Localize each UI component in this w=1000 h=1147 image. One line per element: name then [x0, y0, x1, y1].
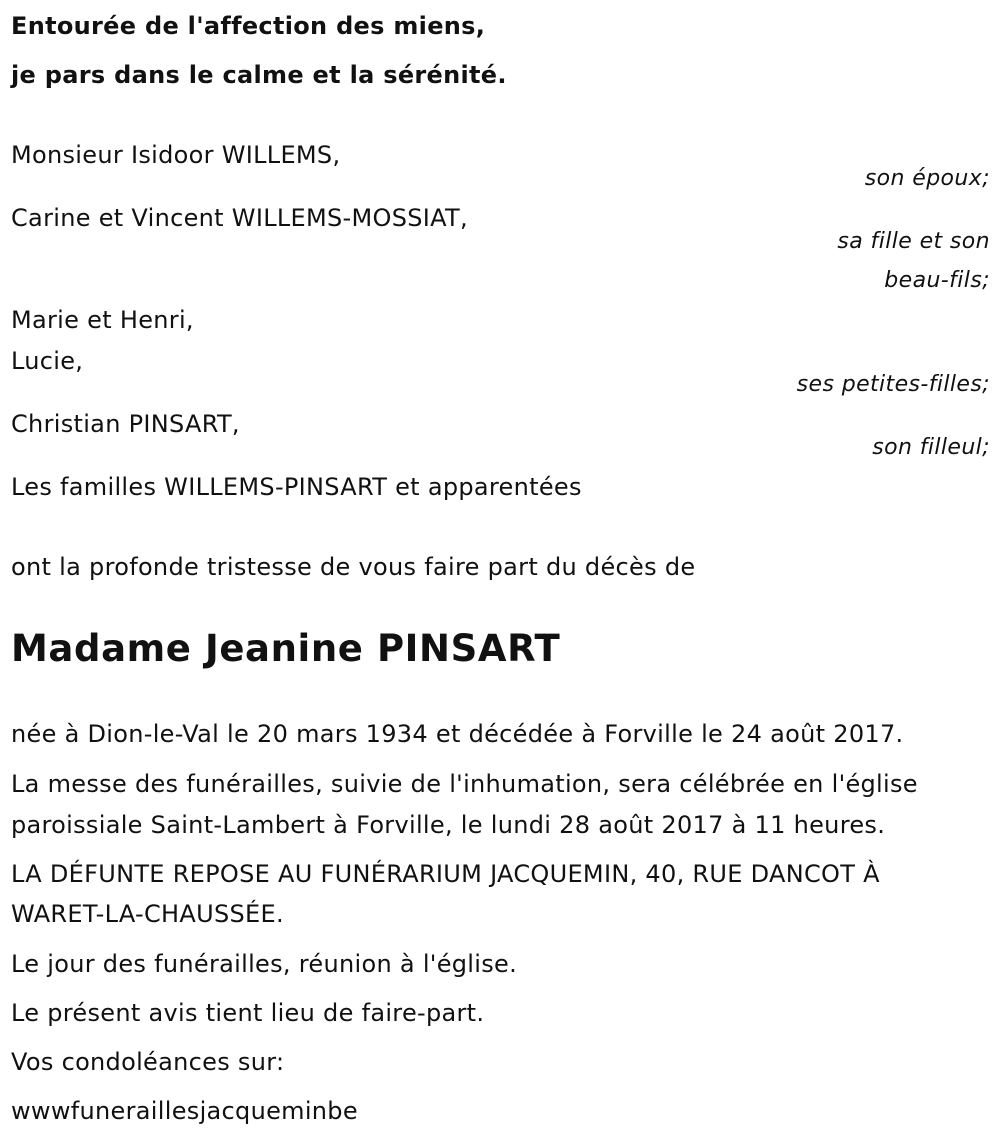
resting-place-line-2: WARET-LA-CHAUSSÉE.: [11, 900, 284, 928]
condolences-label: Vos condoléances sur:: [11, 1048, 285, 1076]
epigraph-line-2: je pars dans le calme et la sérénité.: [11, 61, 507, 89]
family-member-godson: Christian PINSART,: [11, 410, 240, 438]
funeral-mass-line-2: paroissiale Saint-Lambert à Forville, le lundi 28 août 2017 à 11 heures.: [11, 811, 886, 839]
relation-godson: son filleul;: [872, 435, 990, 460]
relation-daughter-line-1: sa fille et son: [837, 229, 990, 254]
family-member-granddaughter-2: Lucie,: [11, 347, 84, 375]
announcement-text: ont la profonde tristesse de vous faire part du décès de: [11, 553, 696, 581]
relation-granddaughters: ses petites-filles;: [796, 372, 990, 397]
meeting-text: Le jour des funérailles, réunion à l'église.: [11, 950, 518, 978]
epigraph-line-1: Entourée de l'affection des miens,: [11, 12, 486, 40]
family-member-spouse: Monsieur Isidoor WILLEMS,: [11, 141, 341, 169]
condolences-website: wwwfuneraillesjacqueminbe: [11, 1097, 358, 1125]
deceased-name: Madame Jeanine PINSART: [11, 627, 561, 670]
funeral-mass-line-1: La messe des funérailles, suivie de l'inhumation, sera célébrée en l'église: [11, 770, 918, 798]
family-member-daughter: Carine et Vincent WILLEMS-MOSSIAT,: [11, 204, 468, 232]
resting-place-line-1: LA DÉFUNTE REPOSE AU FUNÉRARIUM JACQUEMIN, 40, RUE DANCOT À: [11, 860, 880, 888]
family-member-families: Les familles WILLEMS-PINSART et apparentées: [11, 473, 582, 501]
family-member-granddaughter-1: Marie et Henri,: [11, 306, 194, 334]
relation-daughter-line-2: beau-fils;: [884, 268, 990, 293]
relation-spouse: son époux;: [864, 166, 990, 191]
notice-text: Le présent avis tient lieu de faire-part.: [11, 999, 485, 1027]
birth-death-text: née à Dion-le-Val le 20 mars 1934 et décédée à Forville le 24 août 2017.: [11, 720, 904, 748]
